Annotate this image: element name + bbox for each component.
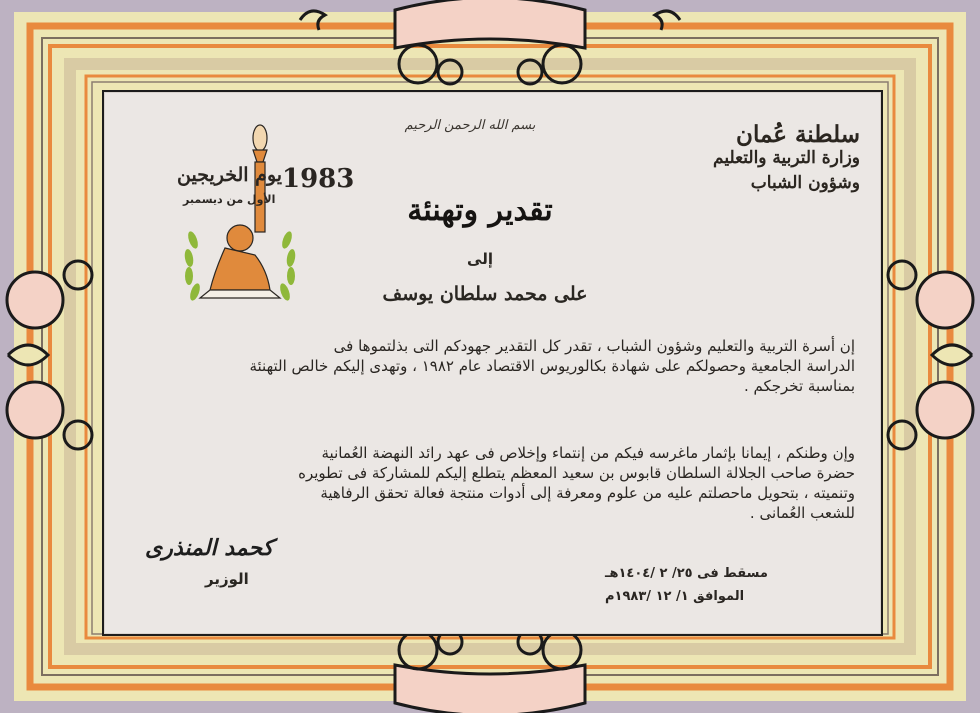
date-hijri: مسقط فى ٢٥/ ٢ /١٤٠٤هـ: [605, 566, 768, 581]
paragraph-line: إن أسرة التربية والتعليم وشؤون الشباب ، تقدر كل التقدير جهودكم التى بذلتموها فى: [333, 337, 855, 355]
issuer-ministry: وزارة التربية والتعليم: [713, 148, 860, 168]
to-label: إلى: [467, 250, 493, 268]
basmala: بسم الله الرحمن الرحيم: [404, 118, 536, 133]
recipient-name: على محمد سلطان يوسف: [382, 283, 588, 305]
paragraph-line: الدراسة الجامعية وحصولكم على شهادة بكالوريوس الاقتصاد عام ١٩٨٢ ، وتهدى إليكم خالص التهنئة: [249, 357, 855, 375]
emblem-year: 1983: [282, 164, 355, 194]
paragraph-line: حضرة صاحب الجلالة السلطان قابوس بن سعيد المعظم يتطلع إليكم للمشاركة فى تطويره: [298, 464, 855, 482]
emblem-title: يوم الخريجين: [177, 164, 283, 186]
paragraph-congratulations: [249, 336, 855, 396]
minister-signature: كحمد المنذرى: [145, 535, 274, 561]
emblem-subtitle: الأول من ديسمبر: [183, 193, 276, 206]
issuer-sultanate: سلطنة عُمان: [736, 121, 860, 148]
date-gregorian: الموافق ١/ ١٢ /١٩٨٣م: [605, 589, 745, 604]
certificate-title: تقدير وتهنئة: [407, 193, 553, 228]
issuer-youth-affairs: وشؤون الشباب: [750, 173, 860, 193]
paragraph-line: وإن وطنكم ، إيمانا بإثمار ماغرسه فيكم من إنتماء وإخلاص فى عهد رائد النهضة العُمانية: [321, 444, 855, 462]
paragraph-line: للشعب العُمانى .: [749, 504, 855, 522]
torch-bearer-emblem-icon: [175, 120, 305, 320]
paragraph-line: بمناسبة تخرجكم .: [743, 377, 855, 395]
paragraph-homeland: [298, 443, 855, 523]
paragraph-line: وتنميته ، بتحويل ماحصلتم عليه من علوم ومعرفة إلى أدوات منتجة فعالة تحقق الرفاهية: [320, 484, 855, 502]
minister-label: الوزير: [205, 570, 249, 588]
